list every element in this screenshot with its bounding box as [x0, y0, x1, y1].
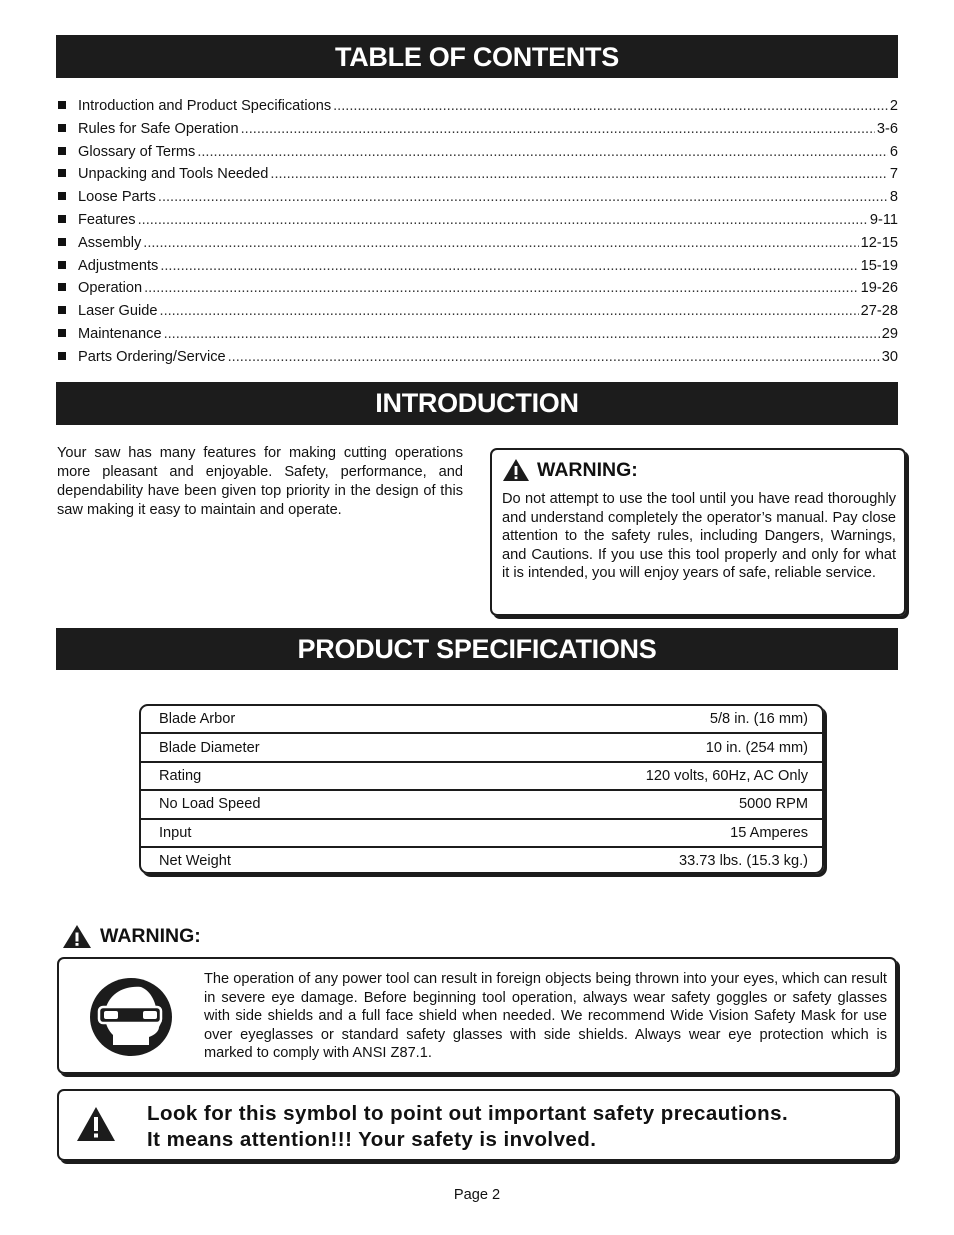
toc-item-label: Features	[78, 211, 136, 228]
toc-item-page: 29	[881, 325, 898, 342]
toc-leader-dots	[197, 141, 888, 164]
spec-label: Input	[159, 824, 192, 841]
spec-label: No Load Speed	[159, 796, 261, 813]
bullet-icon	[58, 261, 66, 269]
toc-item-page: 27-28	[860, 303, 898, 320]
toc-item-page: 7	[889, 166, 898, 183]
toc-item-label: Adjustments	[78, 257, 159, 274]
toc-list	[58, 95, 898, 369]
toc-leader-dots	[228, 346, 880, 369]
warning-box	[490, 448, 906, 616]
spec-value: 5/8 in. (16 mm)	[709, 711, 808, 728]
bullet-icon	[58, 169, 66, 177]
spec-label: Net Weight	[159, 853, 231, 870]
spec-row	[141, 820, 822, 848]
toc-leader-dots	[164, 323, 880, 346]
toc-item	[58, 300, 898, 323]
toc-item-page: 30	[881, 348, 898, 365]
warning-triangle-icon	[502, 458, 530, 482]
spec-value: 33.73 lbs. (15.3 kg.)	[679, 853, 808, 870]
page-number: Page 2	[453, 1187, 501, 1203]
specifications-title: PRODUCT SPECIFICATIONS	[56, 628, 898, 670]
toc-leader-dots	[138, 209, 868, 232]
toc-item	[58, 277, 898, 300]
spec-row	[141, 791, 822, 819]
toc-item	[58, 232, 898, 255]
spec-label: Rating	[159, 767, 202, 784]
toc-item-label: Unpacking and Tools Needed	[78, 166, 269, 183]
specifications-table	[139, 704, 824, 874]
toc-item-label: Loose Parts	[78, 189, 156, 206]
toc-item-page: 15-19	[860, 257, 898, 274]
toc-leader-dots	[160, 300, 859, 323]
toc-item-label: Operation	[78, 280, 143, 297]
toc-item	[58, 163, 898, 186]
spec-value: 15 Amperes	[730, 824, 808, 841]
introduction-text: Your saw has many features for making cutting operations more pleasant and enjoyable. Safety, performance, and dependability have been given top priority in the design of this saw making it easy to maintain and operate.	[57, 445, 463, 518]
toc-item-label: Introduction and Product Specifications	[78, 98, 332, 114]
spec-value: 10 in. (254 mm)	[705, 739, 808, 756]
bullet-icon	[58, 306, 66, 314]
toc-title: TABLE OF CONTENTS	[56, 35, 898, 78]
toc-item	[58, 95, 898, 118]
spec-row	[141, 763, 822, 791]
toc-item-label: Laser Guide	[78, 303, 158, 320]
bullet-icon	[58, 283, 66, 291]
spec-row	[141, 706, 822, 734]
bullet-icon	[58, 192, 66, 200]
safety-symbol-line-1: Look for this symbol to point out important safety precautions.	[147, 1102, 789, 1125]
toc-leader-dots	[333, 95, 888, 118]
toc-item	[58, 141, 898, 164]
spec-value: 120 volts, 60Hz, AC Only	[645, 767, 808, 784]
safety-symbol-box	[57, 1089, 897, 1161]
spec-label: Blade Arbor	[159, 711, 236, 728]
spec-row	[141, 848, 822, 874]
spec-value: 5000 RPM	[739, 796, 808, 813]
bullet-icon	[58, 352, 66, 360]
bullet-icon	[58, 215, 66, 223]
toc-item	[58, 209, 898, 232]
toc-item-page: 2	[889, 98, 898, 114]
toc-item	[58, 255, 898, 278]
spec-label: Blade Diameter	[159, 739, 260, 756]
toc-item-page: 8	[889, 189, 898, 206]
bullet-icon	[58, 147, 66, 155]
toc-item	[58, 323, 898, 346]
toc-item-label: Rules for Safe Operation	[78, 120, 239, 137]
bullet-icon	[58, 124, 66, 132]
warning-heading	[502, 456, 896, 484]
toc-leader-dots	[160, 255, 858, 278]
warning-triangle-icon	[62, 924, 92, 949]
toc-item-label: Assembly	[78, 234, 142, 251]
warning-title: WARNING:	[537, 458, 638, 481]
safety-symbol-line-2: It means attention!!! Your safety is involved.	[147, 1128, 597, 1151]
safety-goggles-icon	[89, 977, 173, 1057]
toc-item-page: 6	[889, 143, 898, 160]
toc-item	[58, 346, 898, 369]
toc-item-label: Glossary of Terms	[78, 143, 196, 160]
toc-item-page: 3-6	[876, 120, 898, 137]
toc-item-label: Parts Ordering/Service	[78, 348, 226, 365]
eye-warning-heading	[62, 924, 201, 949]
toc-leader-dots	[270, 163, 887, 186]
toc-leader-dots	[144, 277, 859, 300]
safety-symbol-text	[147, 1101, 788, 1153]
toc-item-page: 19-26	[860, 280, 898, 297]
toc-item	[58, 186, 898, 209]
bullet-icon	[58, 101, 66, 109]
spec-row	[141, 734, 822, 762]
toc-item-label: Maintenance	[78, 325, 162, 342]
safety-alert-icon	[76, 1106, 116, 1142]
toc-leader-dots	[143, 232, 858, 255]
introduction-title: INTRODUCTION	[56, 382, 898, 425]
toc-item	[58, 118, 898, 141]
toc-item-page: 12-15	[860, 234, 898, 251]
toc-item-page: 9-11	[869, 211, 898, 228]
bullet-icon	[58, 329, 66, 337]
eye-warning-text: The operation of any power tool can result in foreign objects being thrown into your eyes, which can result in severe eye damage. Before beginning tool operation, always wear safety goggles or safety glasses with side shields and a full face shield when needed. We recommend Wide Vision Safety Mask for use over eyeglasses or standard safety glasses with side shields. Always wear eye protection which is marked to comply with ANSI Z87.1.	[204, 971, 887, 1062]
eye-warning-box	[57, 957, 897, 1074]
warning-text: Do not attempt to use the tool until you have read thoroughly and understand completely the operator’s manual. Pay close attention to the safety rules, including Dangers, Warnings, and Cautions. If you use this tool properly and only for what it is intended, you will enjoy years of safe, reliable service.	[502, 491, 896, 582]
toc-leader-dots	[158, 186, 888, 209]
bullet-icon	[58, 238, 66, 246]
eye-warning-title: WARNING:	[100, 925, 201, 947]
toc-leader-dots	[241, 118, 875, 141]
